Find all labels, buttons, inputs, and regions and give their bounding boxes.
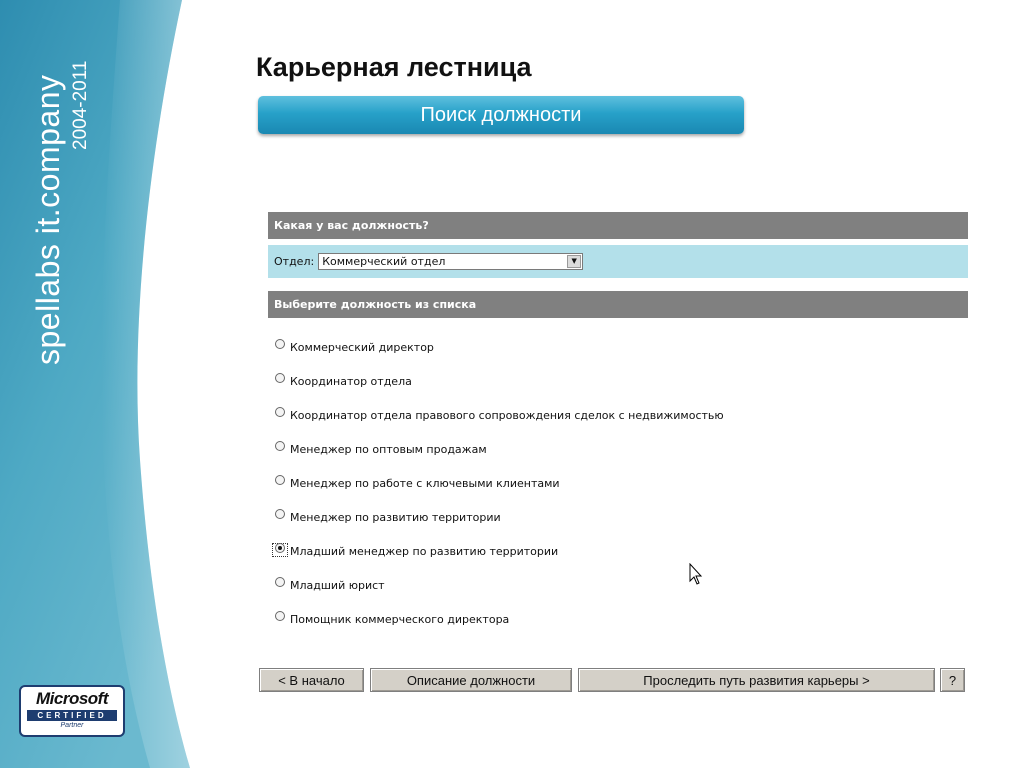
radio-button[interactable] [275,407,285,417]
mouse-cursor-icon [689,563,703,587]
section-banner: Поиск должности [258,96,744,134]
position-list-header: Выберите должность из списка [268,291,968,318]
radio-button[interactable] [275,339,285,349]
position-option[interactable] [275,575,385,595]
chevron-down-icon[interactable]: ▼ [567,255,581,268]
position-label: Менеджер по оптовым продажам [290,442,487,456]
radio-button-checked[interactable] [275,543,285,553]
position-option-selected[interactable] [275,541,558,561]
brand-name: spellabs it.company [30,74,66,365]
position-label: Младший менеджер по развитию территории [290,544,559,558]
department-select-value: Коммерческий отдел [322,255,446,268]
position-option[interactable] [275,609,509,629]
position-label: Координатор отдела правового сопровождения сделок с недвижимостью [290,408,724,422]
trace-career-path-button[interactable]: Проследить путь развития карьеры > [578,668,935,692]
department-label: Отдел: [274,255,315,268]
radio-button[interactable] [275,441,285,451]
radio-button[interactable] [275,577,285,587]
question-header: Какая у вас должность? [268,212,968,239]
back-to-start-button[interactable]: < В начало [259,668,364,692]
page-title: Карьерная лестница [256,52,532,82]
position-option[interactable] [275,405,724,425]
radio-button[interactable] [275,373,285,383]
position-option[interactable] [275,337,434,357]
department-select[interactable] [318,253,583,270]
position-option[interactable] [275,439,487,459]
position-option[interactable] [275,473,560,493]
position-label: Менеджер по работе с ключевыми клиентами [290,476,560,490]
partner-label: Partner [60,722,84,729]
microsoft-certified-partner-logo [19,685,125,737]
position-option[interactable] [275,507,501,527]
position-label: Младший юрист [290,578,385,592]
microsoft-logo-text: Microsoft [36,689,108,708]
help-button[interactable]: ? [940,668,965,692]
position-option[interactable] [275,371,412,391]
certified-label: CERTIFIED [27,710,117,721]
position-label: Коммерческий директор [290,340,434,354]
radio-button[interactable] [275,509,285,519]
position-label: Менеджер по развитию территории [290,510,501,524]
radio-button[interactable] [275,475,285,485]
radio-button[interactable] [275,611,285,621]
position-label: Координатор отдела [290,374,412,388]
position-label: Помощник коммерческого директора [290,612,510,626]
brand-years: 2004-2011 [70,60,91,150]
department-row [268,245,968,278]
position-description-button[interactable]: Описание должности [370,668,572,692]
